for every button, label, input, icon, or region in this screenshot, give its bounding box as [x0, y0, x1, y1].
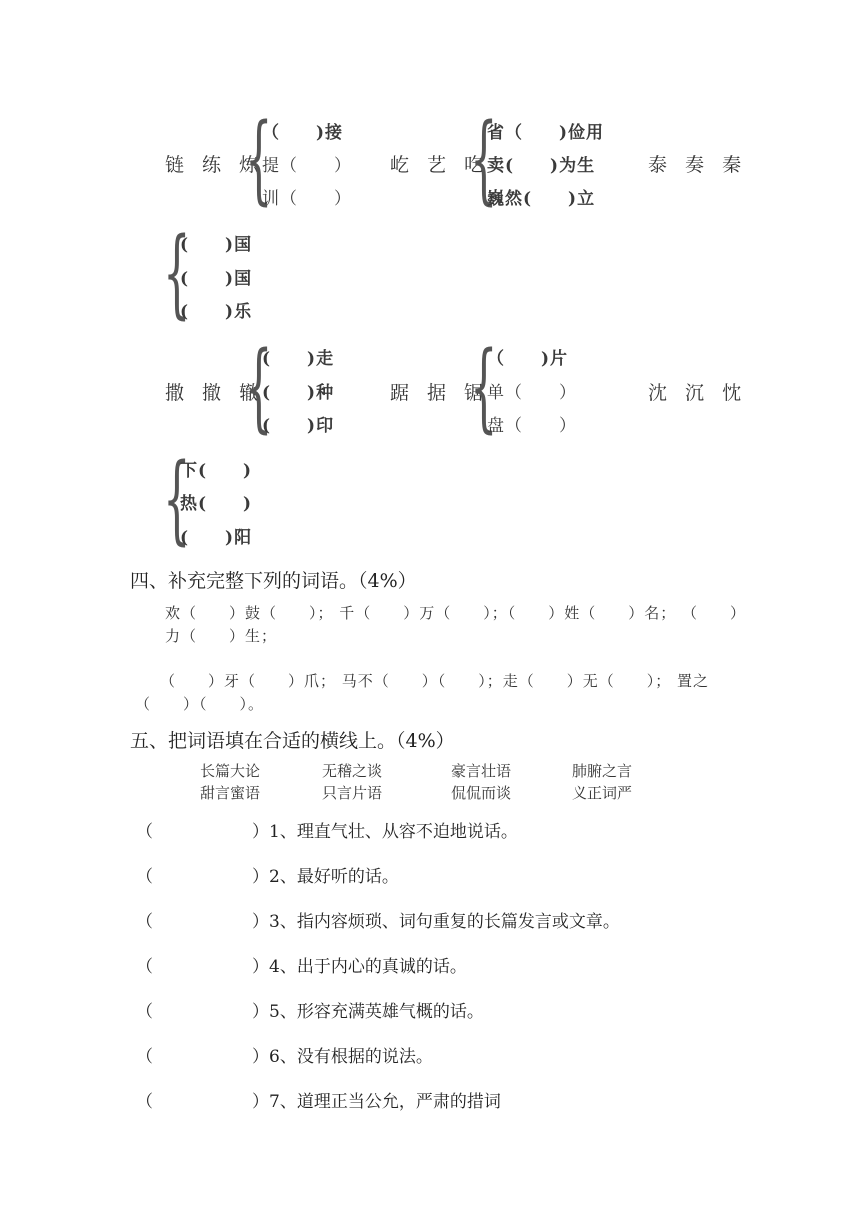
question-item: ）1、理直气壮、从容不迫地说话。 [252, 822, 518, 842]
group-line: ( )阳 [180, 528, 253, 548]
section4-line: 欢（ ）鼓（ ）； 千（ ）万（ ）；（ ）姓（ ）名； （ ） [165, 604, 747, 622]
group-line: ( )种 [262, 383, 335, 403]
brace: { [470, 103, 498, 215]
answer-blank[interactable]: （ [136, 957, 153, 977]
group-line: 提（ ） [262, 156, 352, 176]
answer-blank[interactable]: （ [136, 1047, 153, 1067]
section5-heading: 五、把词语填在合适的横线上。（4%） [130, 730, 455, 752]
word-option: 无稽之谈 [322, 762, 383, 780]
answer-blank[interactable]: （ [136, 822, 153, 842]
group-chars: 沈 沉 忱 [648, 382, 748, 404]
group-line: （ )片 [487, 349, 569, 369]
brace: { [163, 443, 191, 555]
group-chars: 撒 撤 辙 [165, 382, 265, 404]
brace: { [470, 331, 498, 443]
answer-blank[interactable]: （ [136, 912, 153, 932]
brace: { [163, 217, 191, 329]
group-line: ( )走 [262, 349, 335, 369]
group-chars: 链 练 炼 [165, 154, 265, 176]
answer-blank[interactable]: （ [136, 1092, 153, 1112]
group-line: 巍然( )立 [487, 189, 596, 209]
word-option: 长篇大论 [200, 762, 261, 780]
answer-blank[interactable]: （ [136, 867, 153, 887]
group-line: ( )乐 [180, 302, 253, 322]
group-chars: 泰 奏 秦 [648, 154, 748, 176]
word-option: 侃侃而谈 [451, 784, 512, 802]
word-option: 豪言壮语 [451, 762, 512, 780]
group-line: 单（ ） [487, 383, 577, 403]
question-item: ）5、形容充满英雄气概的话。 [252, 1002, 484, 1022]
group-chars: 踞 据 锯 [390, 382, 490, 404]
section4-line: （ ）（ ）。 [135, 695, 265, 713]
brace: { [245, 331, 273, 443]
group-line: ( )国 [180, 269, 253, 289]
question-item: ）3、指内容烦琐、词句重复的长篇发言或文章。 [252, 912, 620, 932]
word-option: 甜言蜜语 [200, 784, 261, 802]
word-option: 义正词严 [572, 784, 633, 802]
group-line: ( )印 [262, 416, 335, 436]
group-line: （ )接 [262, 123, 344, 143]
group-line: 卖( )为生 [487, 156, 596, 176]
question-item: ）7、道理正当公允，严肃的措词 [252, 1092, 501, 1112]
group-line: 下( ) [180, 461, 253, 481]
group-line: 省（ )俭用 [487, 123, 605, 143]
question-item: ）2、最好听的话。 [252, 867, 399, 887]
section4-line: 力（ ）生； [165, 627, 278, 645]
brace: { [245, 103, 273, 215]
question-item: ）6、没有根据的说法。 [252, 1047, 433, 1067]
group-line: ( )国 [180, 235, 253, 255]
group-chars: 屹 艺 吃 [390, 154, 490, 176]
group-line: 热( ) [180, 494, 253, 514]
group-line: 训（ ） [262, 189, 352, 209]
word-option: 只言片语 [322, 784, 383, 802]
section4-line: （ ）牙（ ）爪； 马不（ ）（ ）；走（ ）无（ ）； 置之 [160, 672, 710, 690]
question-item: ）4、出于内心的真诚的话。 [252, 957, 467, 977]
group-line: 盘（ ） [487, 416, 577, 436]
word-option: 肺腑之言 [572, 762, 633, 780]
section4-heading: 四、补充完整下列的词语。（4%） [130, 570, 417, 592]
answer-blank[interactable]: （ [136, 1002, 153, 1022]
